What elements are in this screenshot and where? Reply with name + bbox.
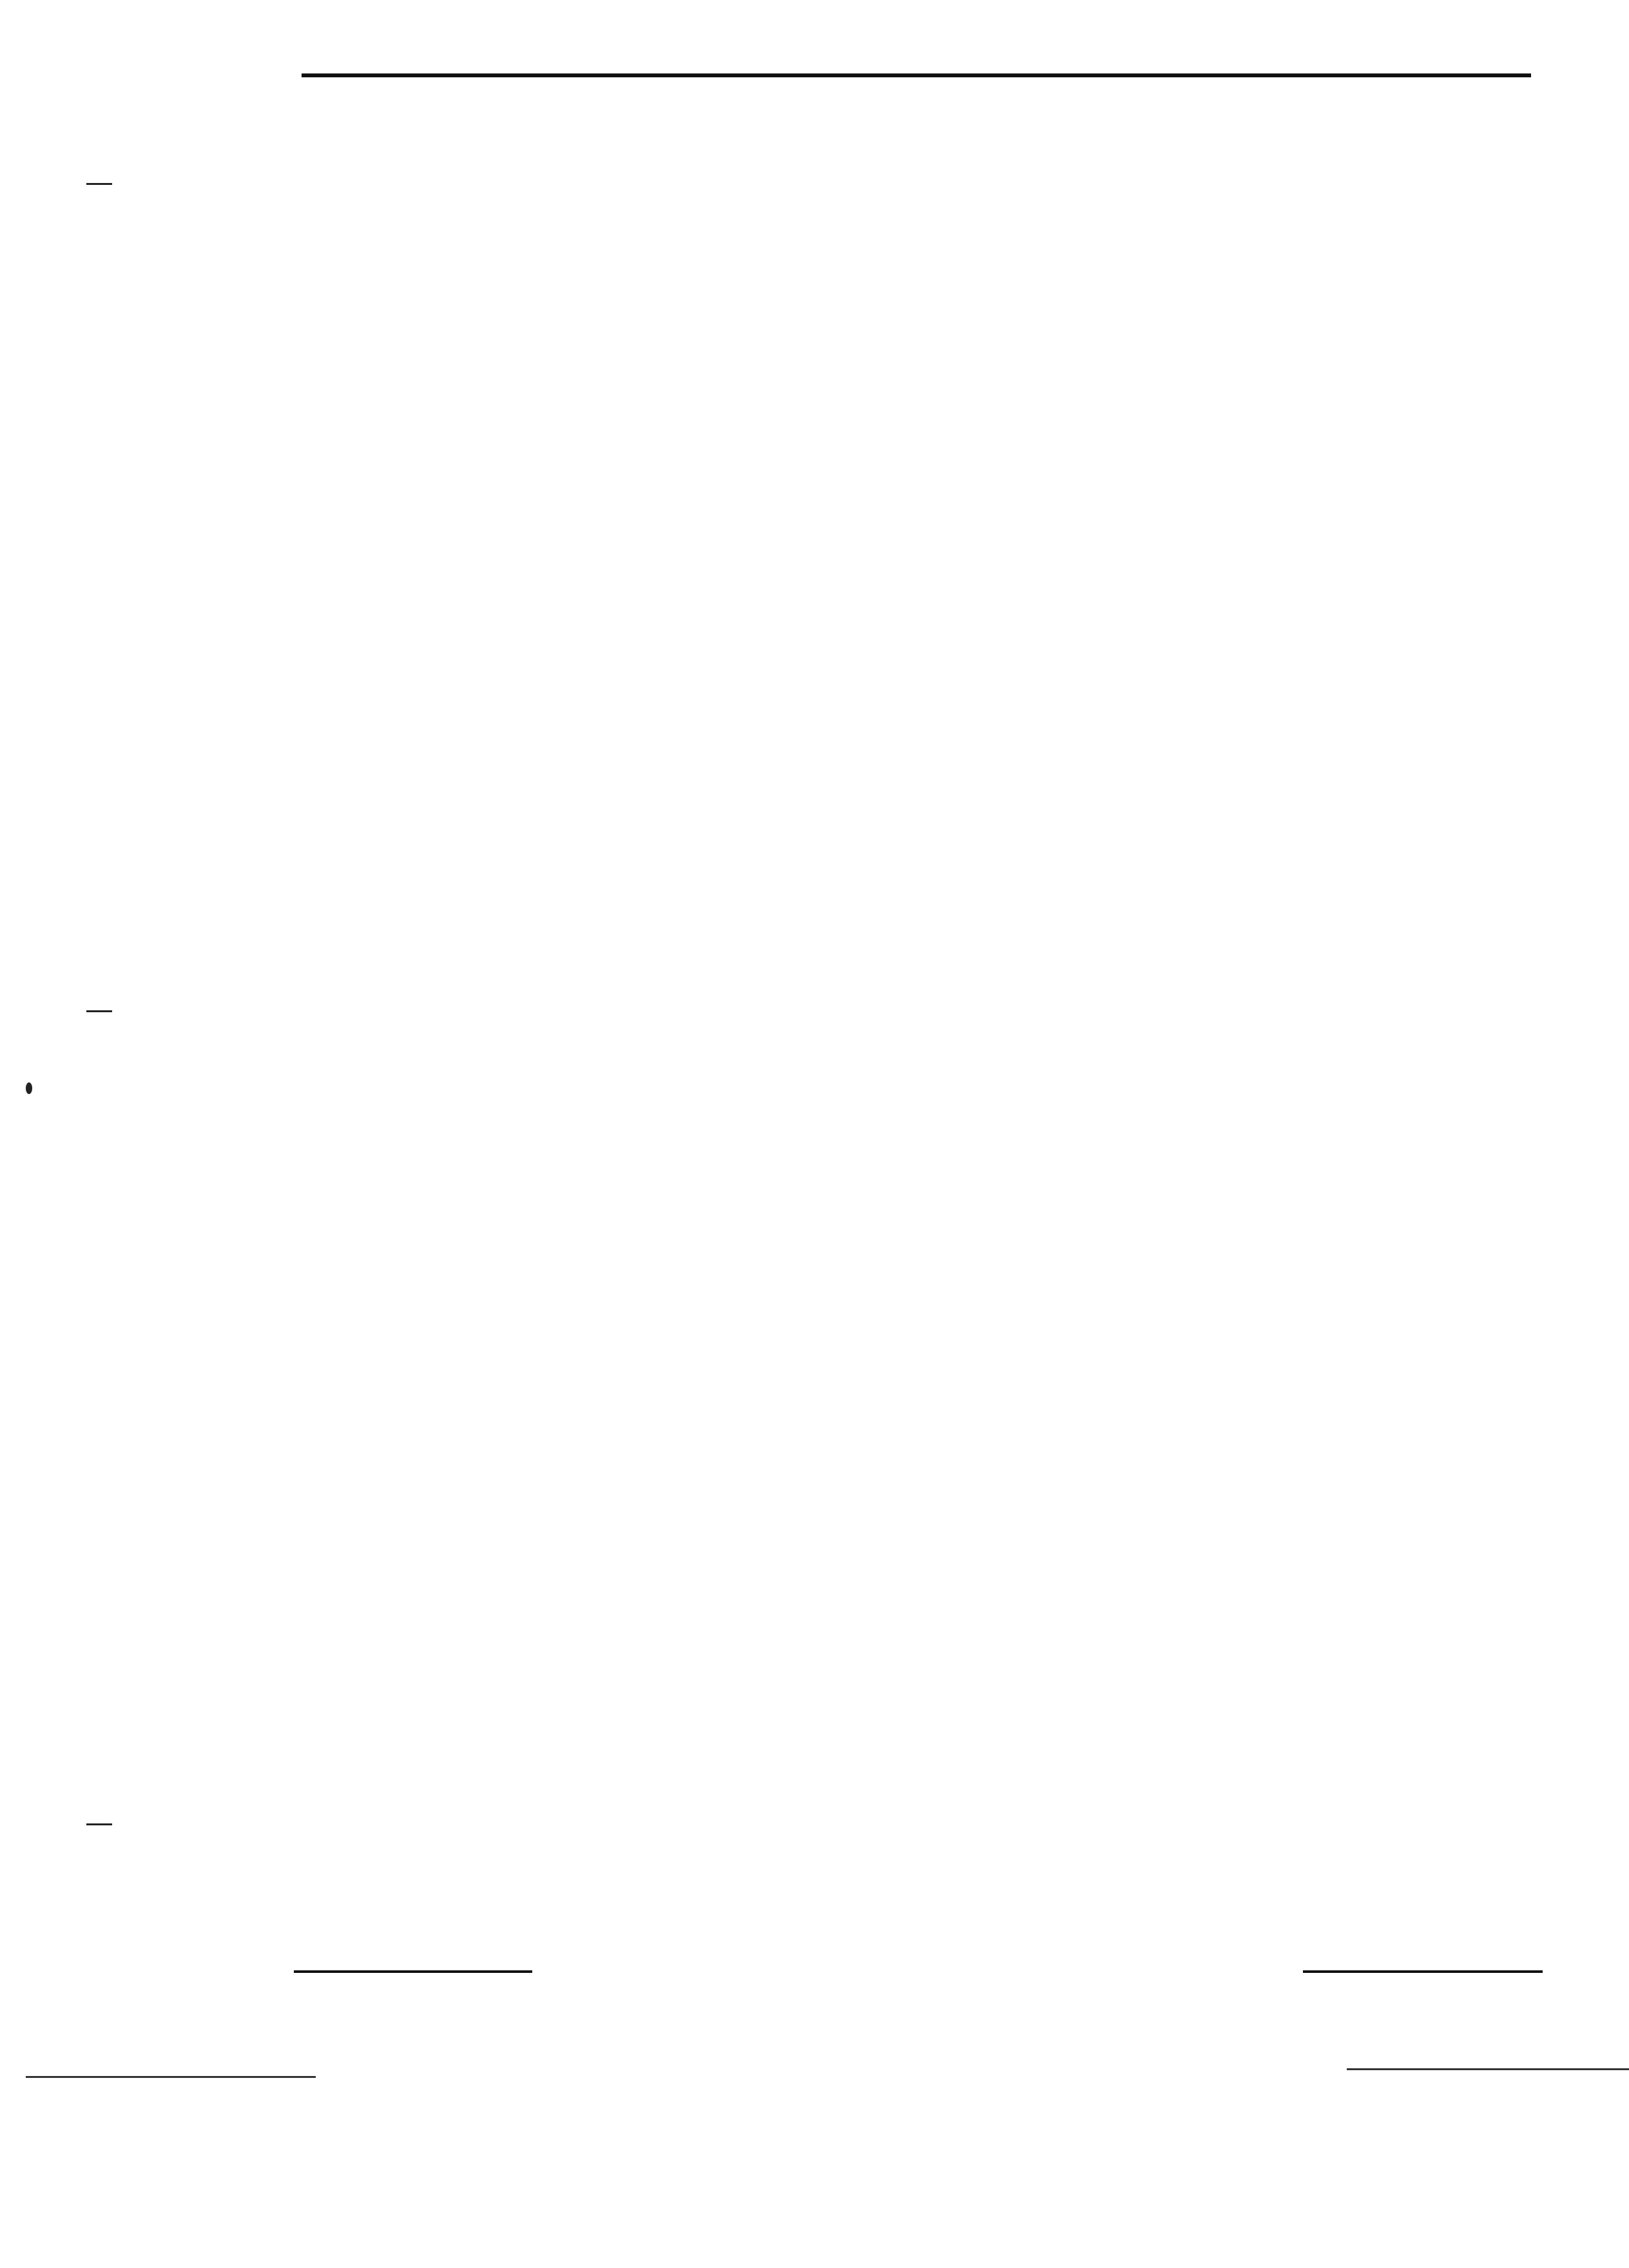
- footer-rule-left: [294, 1970, 532, 1973]
- header-rule: [302, 73, 1531, 77]
- footer-rule-right: [1303, 1970, 1543, 1973]
- scan-mark: [86, 1823, 112, 1825]
- scan-mark: [86, 183, 112, 185]
- scan-line: [1347, 2068, 1629, 2070]
- scan-line: [26, 2076, 316, 2078]
- scan-dot: [26, 1082, 32, 1094]
- scan-mark: [86, 1010, 112, 1012]
